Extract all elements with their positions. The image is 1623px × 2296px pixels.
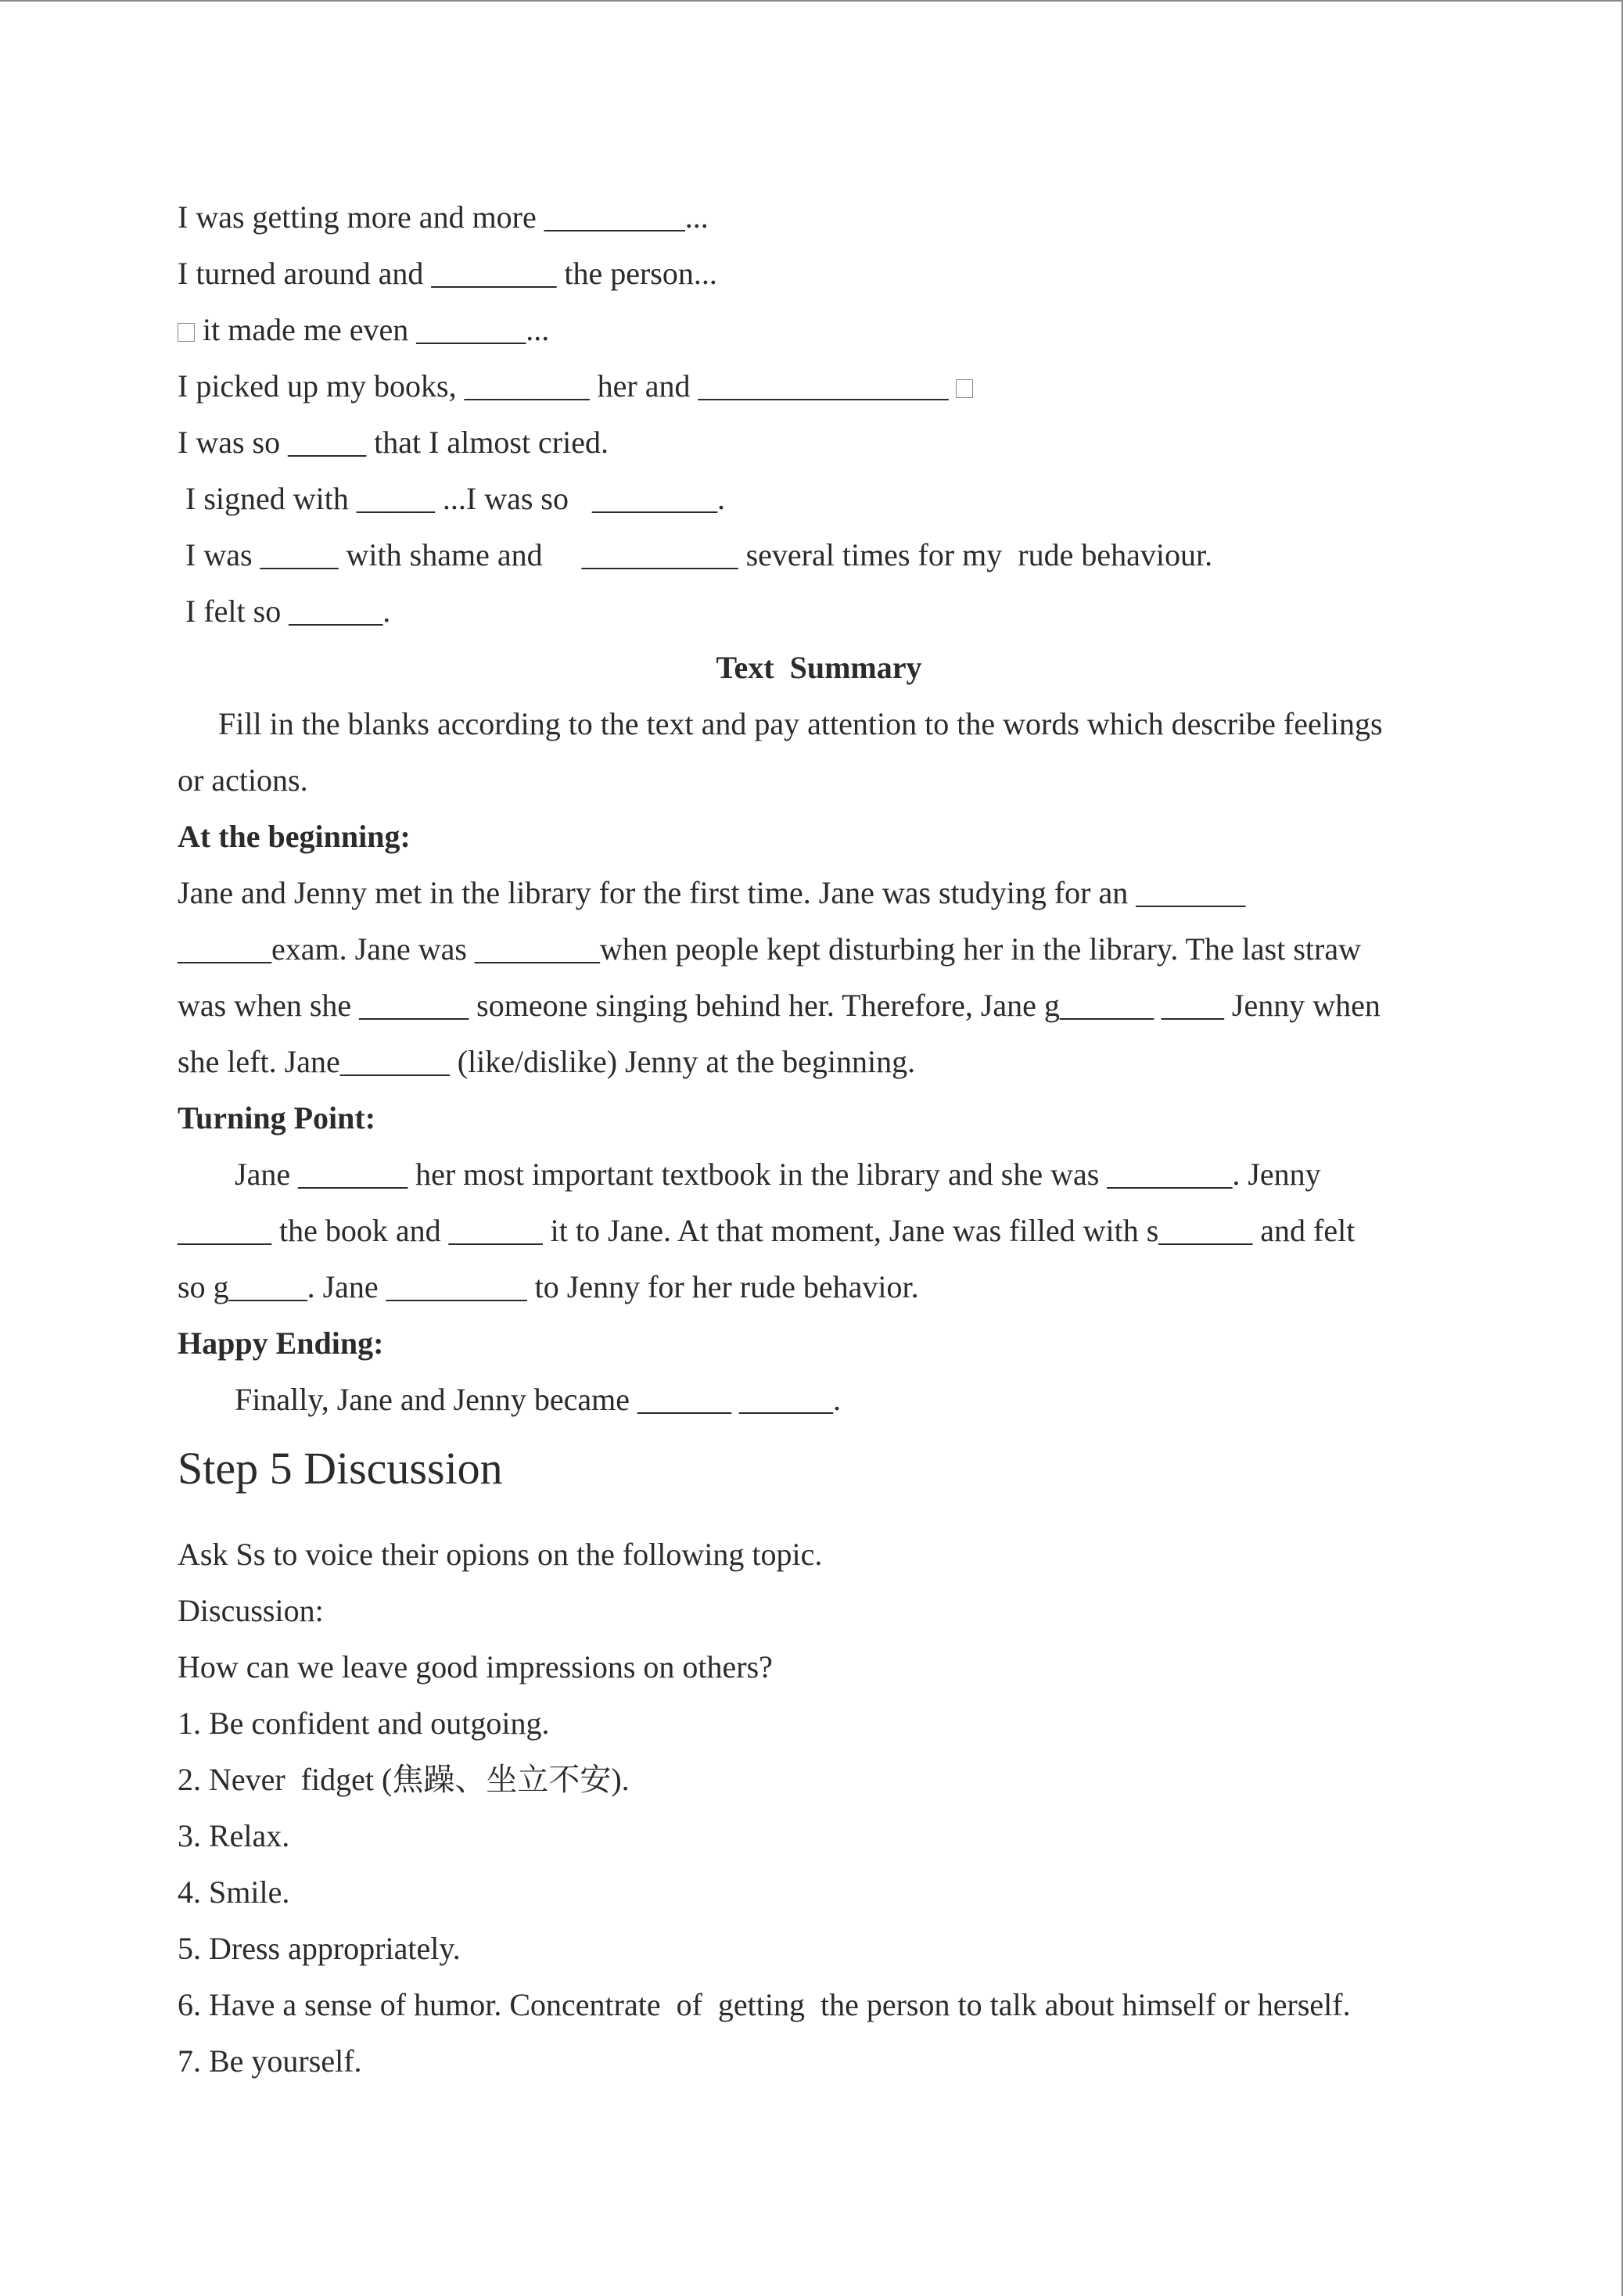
step5-heading: Step 5 Discussion <box>178 1443 503 1494</box>
blank-line-1: I was getting more and more _________... <box>178 199 709 235</box>
list-item: 6. Have a sense of humor. Concentrate of getting the person to talk about himself or herself. <box>178 1987 1351 2022</box>
blank-line-4 <box>178 368 973 405</box>
blank-line-6: I signed with _____ ...I was so ________. <box>178 481 725 516</box>
step5-intro: Ask Ss to voice their opions on the following topic. <box>178 1537 823 1572</box>
blank-line-2: I turned around and ________ the person... <box>178 256 717 291</box>
ending-line: Finally, Jane and Jenny became ______ ______. <box>235 1382 842 1417</box>
beginning-line-4: she left. Jane_______ (like/dislike) Jenny at the beginning. <box>178 1044 916 1079</box>
list-item: 3. Relax. <box>178 1818 290 1853</box>
blank-line-3 <box>178 311 549 349</box>
list-item: 1. Be confident and outgoing. <box>178 1706 550 1741</box>
beginning-line-3: was when she _______ someone singing behind her. Therefore, Jane g______ ____ Jenny when <box>178 988 1381 1023</box>
blank-line-3-text: it made me even _______... <box>203 312 550 347</box>
turning-line-2: ______ the book and ______ it to Jane. At that moment, Jane was filled with s______ and felt <box>178 1213 1355 1248</box>
list-item: 2. Never fidget (焦躁、坐立不安). <box>178 1762 630 1797</box>
blank-line-4-text: I picked up my books, ________ her and ________________ <box>178 368 949 404</box>
summary-title: Text Summary <box>716 650 922 685</box>
discussion-label: Discussion: <box>178 1593 324 1628</box>
missing-glyph-icon <box>178 323 195 342</box>
list-item: 7. Be yourself. <box>178 2043 362 2079</box>
beginning-line-1: Jane and Jenny met in the library for the first time. Jane was studying for an _______ <box>178 875 1246 910</box>
summary-intro-cont: or actions. <box>178 762 308 798</box>
blank-line-7: I was _____ with shame and __________ several times for my rude behaviour. <box>178 537 1213 572</box>
turning-heading: Turning Point: <box>178 1100 376 1135</box>
discussion-question: How can we leave good impressions on others? <box>178 1649 773 1684</box>
blank-line-5: I was so _____ that I almost cried. <box>178 425 609 460</box>
list-item: 4. Smile. <box>178 1874 290 1910</box>
turning-line-3: so g_____. Jane _________ to Jenny for her rude behavior. <box>178 1269 919 1304</box>
list-item: 5. Dress appropriately. <box>178 1931 461 1966</box>
blank-line-8: I felt so ______. <box>178 594 391 629</box>
turning-line-1: Jane _______ her most important textbook in the library and she was ________. Jenny <box>235 1157 1321 1192</box>
ending-heading: Happy Ending: <box>178 1326 384 1361</box>
beginning-heading: At the beginning: <box>178 819 411 854</box>
summary-intro: Fill in the blanks according to the text and pay attention to the words which describe feelings <box>218 706 1383 741</box>
missing-glyph-icon <box>956 379 973 398</box>
beginning-line-2: ______exam. Jane was ________when people kept disturbing her in the library. The last straw <box>178 931 1361 967</box>
